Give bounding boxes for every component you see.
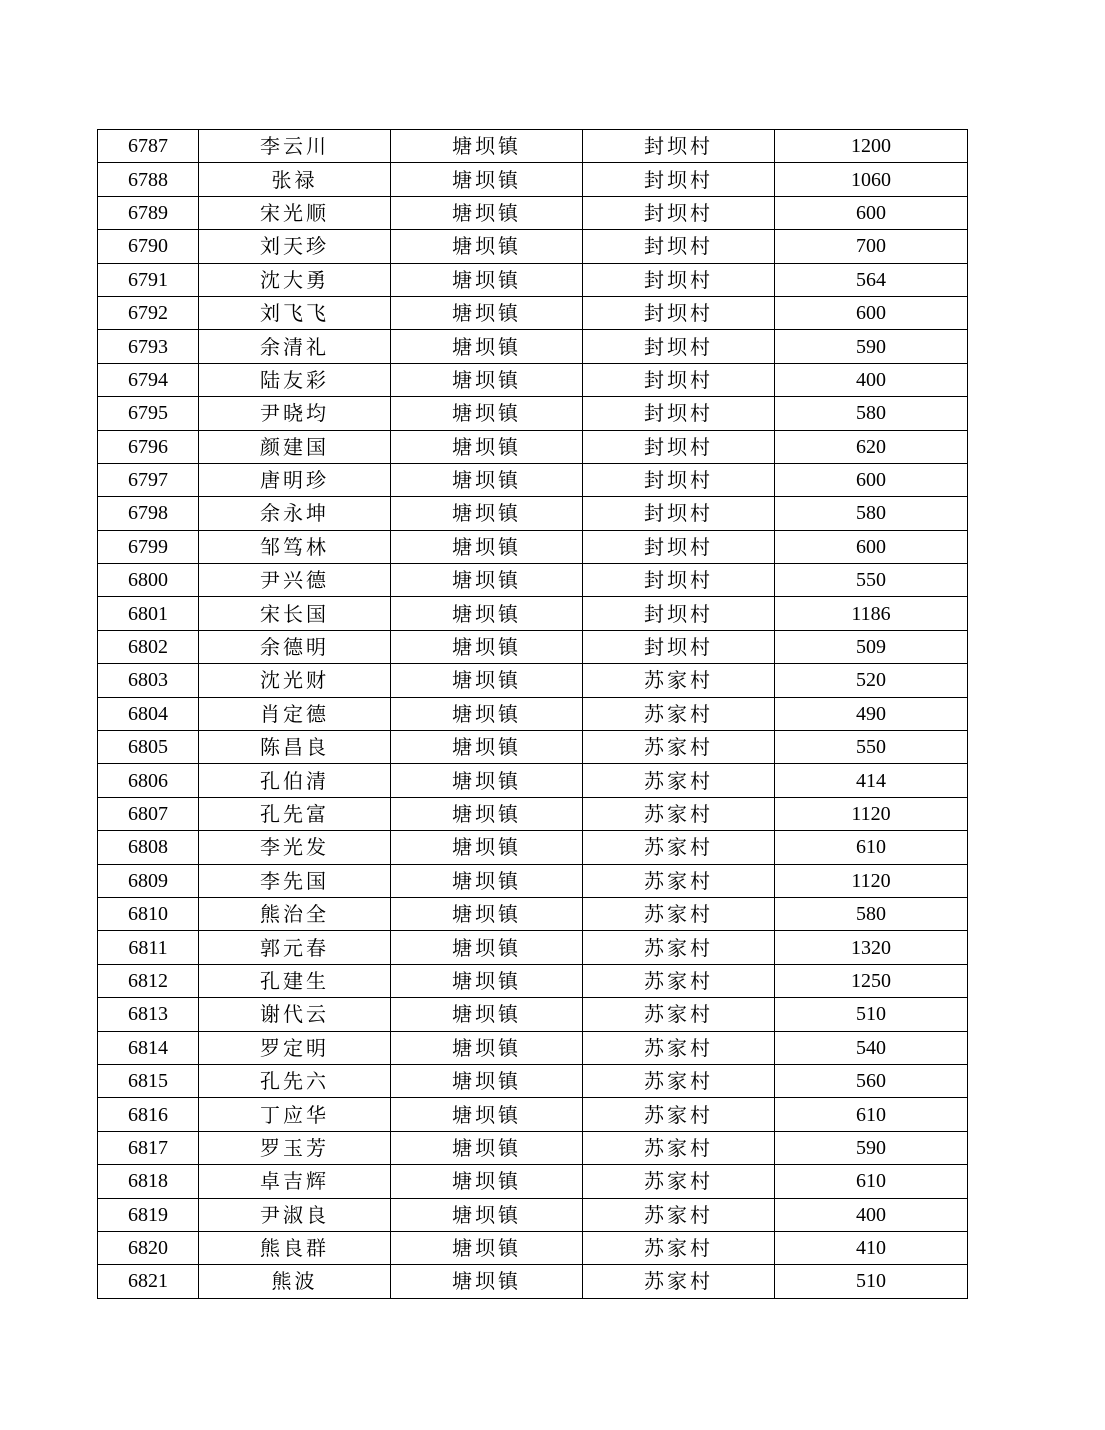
amount-cell: 1250 [775, 964, 968, 997]
village-cell: 封坝村 [583, 363, 775, 396]
village-cell: 苏家村 [583, 1231, 775, 1264]
table-row [98, 163, 968, 196]
amount-cell: 550 [775, 731, 968, 764]
amount-cell: 1120 [775, 864, 968, 897]
name-cell: 尹晓均 [199, 397, 391, 430]
village-cell: 苏家村 [583, 964, 775, 997]
row-number-cell: 6805 [98, 731, 199, 764]
table-row [98, 130, 968, 163]
village-cell: 封坝村 [583, 530, 775, 563]
name-cell: 孔建生 [199, 964, 391, 997]
village-cell: 苏家村 [583, 1131, 775, 1164]
table-row [98, 597, 968, 630]
town-cell: 塘坝镇 [391, 163, 583, 196]
village-cell: 苏家村 [583, 998, 775, 1031]
roster-table-container [97, 129, 968, 1299]
town-cell: 塘坝镇 [391, 697, 583, 730]
town-cell: 塘坝镇 [391, 1165, 583, 1198]
name-cell: 余永坤 [199, 497, 391, 530]
row-number-cell: 6808 [98, 831, 199, 864]
amount-cell: 600 [775, 530, 968, 563]
table-row [98, 1064, 968, 1097]
row-number-cell: 6793 [98, 330, 199, 363]
amount-cell: 620 [775, 430, 968, 463]
table-row [98, 897, 968, 930]
table-row [98, 697, 968, 730]
table-row [98, 1198, 968, 1231]
table-row [98, 463, 968, 496]
table-row [98, 363, 968, 396]
row-number-cell: 6807 [98, 797, 199, 830]
name-cell: 颜建国 [199, 430, 391, 463]
name-cell: 罗玉芳 [199, 1131, 391, 1164]
amount-cell: 1200 [775, 130, 968, 163]
row-number-cell: 6792 [98, 296, 199, 329]
amount-cell: 520 [775, 664, 968, 697]
name-cell: 陆友彩 [199, 363, 391, 396]
row-number-cell: 6789 [98, 196, 199, 229]
village-cell: 封坝村 [583, 430, 775, 463]
name-cell: 唐明珍 [199, 463, 391, 496]
table-row [98, 196, 968, 229]
amount-cell: 510 [775, 1265, 968, 1298]
row-number-cell: 6799 [98, 530, 199, 563]
table-row [98, 397, 968, 430]
row-number-cell: 6812 [98, 964, 199, 997]
name-cell: 孔伯清 [199, 764, 391, 797]
name-cell: 沈大勇 [199, 263, 391, 296]
amount-cell: 550 [775, 564, 968, 597]
amount-cell: 1120 [775, 797, 968, 830]
amount-cell: 509 [775, 630, 968, 663]
amount-cell: 580 [775, 497, 968, 530]
town-cell: 塘坝镇 [391, 864, 583, 897]
name-cell: 余德明 [199, 630, 391, 663]
amount-cell: 590 [775, 330, 968, 363]
name-cell: 罗定明 [199, 1031, 391, 1064]
table-row [98, 1131, 968, 1164]
amount-cell: 700 [775, 230, 968, 263]
town-cell: 塘坝镇 [391, 463, 583, 496]
town-cell: 塘坝镇 [391, 998, 583, 1031]
amount-cell: 1060 [775, 163, 968, 196]
table-row [98, 497, 968, 530]
row-number-cell: 6801 [98, 597, 199, 630]
amount-cell: 580 [775, 897, 968, 930]
row-number-cell: 6791 [98, 263, 199, 296]
name-cell: 李云川 [199, 130, 391, 163]
row-number-cell: 6821 [98, 1265, 199, 1298]
town-cell: 塘坝镇 [391, 330, 583, 363]
amount-cell: 410 [775, 1231, 968, 1264]
name-cell: 熊良群 [199, 1231, 391, 1264]
table-row [98, 530, 968, 563]
row-number-cell: 6804 [98, 697, 199, 730]
name-cell: 熊治全 [199, 897, 391, 930]
name-cell: 沈光财 [199, 664, 391, 697]
village-cell: 封坝村 [583, 330, 775, 363]
row-number-cell: 6811 [98, 931, 199, 964]
row-number-cell: 6817 [98, 1131, 199, 1164]
town-cell: 塘坝镇 [391, 897, 583, 930]
name-cell: 李先国 [199, 864, 391, 897]
town-cell: 塘坝镇 [391, 530, 583, 563]
table-row [98, 831, 968, 864]
table-row [98, 263, 968, 296]
village-cell: 封坝村 [583, 597, 775, 630]
table-row [98, 564, 968, 597]
town-cell: 塘坝镇 [391, 831, 583, 864]
town-cell: 塘坝镇 [391, 931, 583, 964]
amount-cell: 580 [775, 397, 968, 430]
name-cell: 陈昌良 [199, 731, 391, 764]
name-cell: 邹笃林 [199, 530, 391, 563]
town-cell: 塘坝镇 [391, 296, 583, 329]
town-cell: 塘坝镇 [391, 964, 583, 997]
town-cell: 塘坝镇 [391, 497, 583, 530]
amount-cell: 600 [775, 196, 968, 229]
roster-table-body [98, 130, 968, 1299]
amount-cell: 610 [775, 1165, 968, 1198]
village-cell: 苏家村 [583, 697, 775, 730]
table-row [98, 998, 968, 1031]
town-cell: 塘坝镇 [391, 363, 583, 396]
village-cell: 封坝村 [583, 230, 775, 263]
village-cell: 封坝村 [583, 630, 775, 663]
town-cell: 塘坝镇 [391, 664, 583, 697]
amount-cell: 600 [775, 296, 968, 329]
village-cell: 苏家村 [583, 864, 775, 897]
amount-cell: 610 [775, 831, 968, 864]
amount-cell: 1320 [775, 931, 968, 964]
amount-cell: 490 [775, 697, 968, 730]
row-number-cell: 6818 [98, 1165, 199, 1198]
village-cell: 封坝村 [583, 497, 775, 530]
table-row [98, 864, 968, 897]
amount-cell: 600 [775, 463, 968, 496]
town-cell: 塘坝镇 [391, 1265, 583, 1298]
name-cell: 熊波 [199, 1265, 391, 1298]
town-cell: 塘坝镇 [391, 564, 583, 597]
row-number-cell: 6806 [98, 764, 199, 797]
name-cell: 尹兴德 [199, 564, 391, 597]
table-row [98, 430, 968, 463]
table-row [98, 1031, 968, 1064]
village-cell: 封坝村 [583, 564, 775, 597]
village-cell: 封坝村 [583, 263, 775, 296]
table-row [98, 797, 968, 830]
amount-cell: 1186 [775, 597, 968, 630]
town-cell: 塘坝镇 [391, 1231, 583, 1264]
table-row [98, 630, 968, 663]
village-cell: 苏家村 [583, 797, 775, 830]
row-number-cell: 6813 [98, 998, 199, 1031]
village-cell: 封坝村 [583, 196, 775, 229]
row-number-cell: 6800 [98, 564, 199, 597]
row-number-cell: 6790 [98, 230, 199, 263]
name-cell: 卓吉辉 [199, 1165, 391, 1198]
row-number-cell: 6796 [98, 430, 199, 463]
town-cell: 塘坝镇 [391, 797, 583, 830]
town-cell: 塘坝镇 [391, 397, 583, 430]
row-number-cell: 6797 [98, 463, 199, 496]
name-cell: 刘飞飞 [199, 296, 391, 329]
row-number-cell: 6816 [98, 1098, 199, 1131]
village-cell: 苏家村 [583, 664, 775, 697]
name-cell: 刘天珍 [199, 230, 391, 263]
name-cell: 孔先六 [199, 1064, 391, 1097]
town-cell: 塘坝镇 [391, 630, 583, 663]
row-number-cell: 6794 [98, 363, 199, 396]
village-cell: 苏家村 [583, 831, 775, 864]
village-cell: 封坝村 [583, 130, 775, 163]
row-number-cell: 6809 [98, 864, 199, 897]
village-cell: 苏家村 [583, 1064, 775, 1097]
town-cell: 塘坝镇 [391, 263, 583, 296]
row-number-cell: 6802 [98, 630, 199, 663]
town-cell: 塘坝镇 [391, 731, 583, 764]
name-cell: 宋长国 [199, 597, 391, 630]
table-row [98, 1231, 968, 1264]
table-row [98, 764, 968, 797]
row-number-cell: 6788 [98, 163, 199, 196]
name-cell: 宋光顺 [199, 196, 391, 229]
name-cell: 肖定德 [199, 697, 391, 730]
row-number-cell: 6798 [98, 497, 199, 530]
amount-cell: 510 [775, 998, 968, 1031]
table-row [98, 664, 968, 697]
row-number-cell: 6787 [98, 130, 199, 163]
row-number-cell: 6795 [98, 397, 199, 430]
name-cell: 尹淑良 [199, 1198, 391, 1231]
table-row [98, 1098, 968, 1131]
town-cell: 塘坝镇 [391, 1198, 583, 1231]
name-cell: 余清礼 [199, 330, 391, 363]
amount-cell: 400 [775, 1198, 968, 1231]
town-cell: 塘坝镇 [391, 196, 583, 229]
row-number-cell: 6820 [98, 1231, 199, 1264]
village-cell: 苏家村 [583, 764, 775, 797]
amount-cell: 414 [775, 764, 968, 797]
village-cell: 苏家村 [583, 1198, 775, 1231]
town-cell: 塘坝镇 [391, 1131, 583, 1164]
amount-cell: 540 [775, 1031, 968, 1064]
row-number-cell: 6815 [98, 1064, 199, 1097]
town-cell: 塘坝镇 [391, 130, 583, 163]
town-cell: 塘坝镇 [391, 230, 583, 263]
town-cell: 塘坝镇 [391, 597, 583, 630]
table-row [98, 964, 968, 997]
town-cell: 塘坝镇 [391, 764, 583, 797]
amount-cell: 564 [775, 263, 968, 296]
table-row [98, 296, 968, 329]
amount-cell: 560 [775, 1064, 968, 1097]
table-row [98, 1265, 968, 1298]
village-cell: 封坝村 [583, 163, 775, 196]
row-number-cell: 6810 [98, 897, 199, 930]
village-cell: 苏家村 [583, 1098, 775, 1131]
village-cell: 苏家村 [583, 1165, 775, 1198]
village-cell: 封坝村 [583, 463, 775, 496]
name-cell: 李光发 [199, 831, 391, 864]
amount-cell: 400 [775, 363, 968, 396]
table-row [98, 1165, 968, 1198]
name-cell: 谢代云 [199, 998, 391, 1031]
table-row [98, 931, 968, 964]
row-number-cell: 6803 [98, 664, 199, 697]
town-cell: 塘坝镇 [391, 1031, 583, 1064]
village-cell: 苏家村 [583, 1031, 775, 1064]
name-cell: 丁应华 [199, 1098, 391, 1131]
village-cell: 封坝村 [583, 296, 775, 329]
village-cell: 苏家村 [583, 1265, 775, 1298]
village-cell: 苏家村 [583, 897, 775, 930]
village-cell: 封坝村 [583, 397, 775, 430]
village-cell: 苏家村 [583, 731, 775, 764]
town-cell: 塘坝镇 [391, 1064, 583, 1097]
table-row [98, 731, 968, 764]
name-cell: 孔先富 [199, 797, 391, 830]
name-cell: 郭元春 [199, 931, 391, 964]
town-cell: 塘坝镇 [391, 1098, 583, 1131]
row-number-cell: 6819 [98, 1198, 199, 1231]
table-row [98, 330, 968, 363]
town-cell: 塘坝镇 [391, 430, 583, 463]
amount-cell: 590 [775, 1131, 968, 1164]
village-cell: 苏家村 [583, 931, 775, 964]
table-row [98, 230, 968, 263]
roster-table [97, 129, 968, 1299]
row-number-cell: 6814 [98, 1031, 199, 1064]
amount-cell: 610 [775, 1098, 968, 1131]
name-cell: 张禄 [199, 163, 391, 196]
